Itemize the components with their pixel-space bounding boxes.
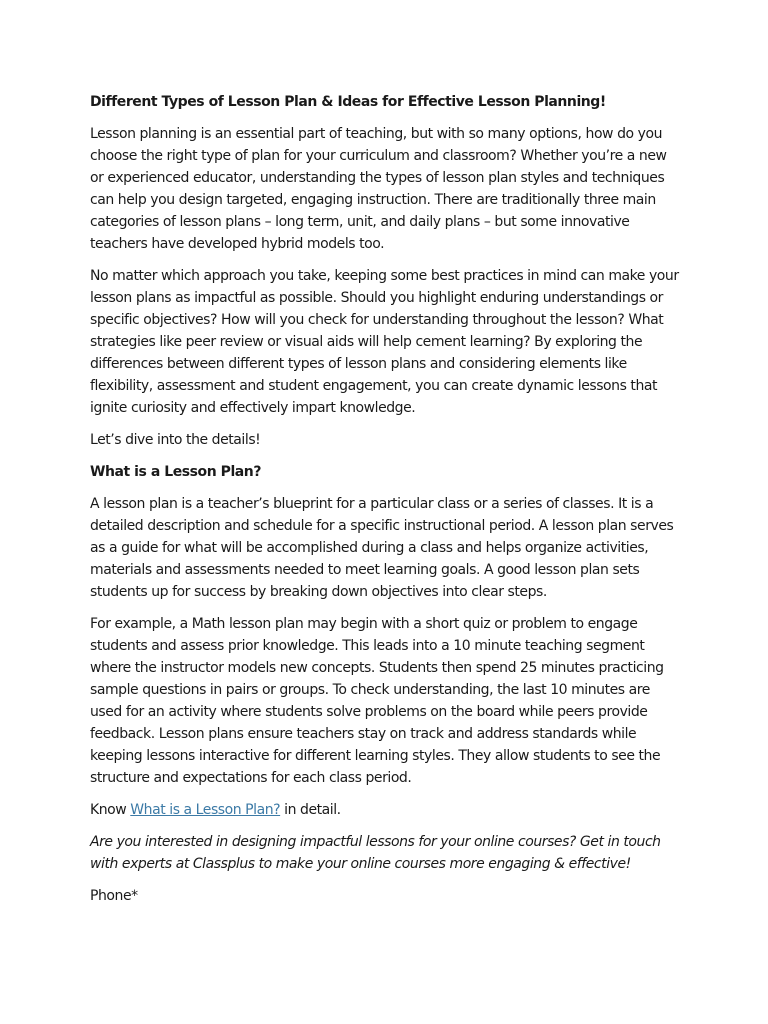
section-paragraph-1: A lesson plan is a teacher’s blueprint for a particular class or a series of classes. It is a detailed description and schedule for a specific instructional period. A lesson plan serves as a guide for what will be accomplished during a class and helps organize activities, materials and assessments needed to meet learning goals. A good lesson plan sets students up for success by breaking down objectives into clear steps. bbox=[90, 496, 674, 600]
intro-paragraph-1: Lesson planning is an essential part of teaching, but with so many options, how do you choose the right type of plan for your curriculum and classroom? Whether you’re a new or experienced educator, understanding the types of lesson plan styles and techniques can help you design targeted, engaging instruction. There are traditionally three main categories of lesson plans – long term, unit, and daily plans – but some innovative teachers have developed hybrid models too. bbox=[90, 126, 667, 252]
phone-label: Phone* bbox=[90, 888, 138, 904]
promo-text: Are you interested in designing impactful lessons for your online courses? Get in touch with experts at Classplus to make your online courses more engaging & effective! bbox=[90, 834, 661, 872]
lesson-plan-link[interactable]: What is a Lesson Plan? bbox=[130, 802, 281, 818]
know-more-prefix: Know bbox=[90, 802, 131, 818]
section-paragraph-2: For example, a Math lesson plan may begin with a short quiz or problem to engage students and assess prior knowledge. This leads into a 10 minute teaching segment where the instructor models new concepts. Students then spend 25 minutes practicing sample questions in pairs or groups. To check understanding, the last 10 minutes are used for an activity where students solve problems on the board while peers provide feedback. Lesson plans ensure teachers stay on track and address standards while keeping lessons interactive for different learning styles. They allow students to see the structure and expectations for each class period. bbox=[90, 616, 664, 786]
know-more-suffix: in detail. bbox=[280, 802, 341, 818]
intro-paragraph-3: Let’s dive into the details! bbox=[90, 432, 261, 448]
document-page bbox=[90, 91, 682, 917]
section-heading: What is a Lesson Plan? bbox=[90, 464, 261, 480]
know-more-line bbox=[90, 799, 682, 821]
intro-paragraph-2: No matter which approach you take, keeping some best practices in mind can make your lesson plans as impactful as possible. Should you highlight enduring understandings or specific objectives? How will you check for understanding throughout the lesson? What strategies like peer review or visual aids will help cement learning? By exploring the differences between different types of lesson plans and considering elements like flexibility, assessment and student engagement, you can create dynamic lessons that ignite curiosity and effectively impart knowledge. bbox=[90, 268, 679, 416]
document-title: Different Types of Lesson Plan & Ideas for Effective Lesson Planning! bbox=[90, 94, 606, 110]
